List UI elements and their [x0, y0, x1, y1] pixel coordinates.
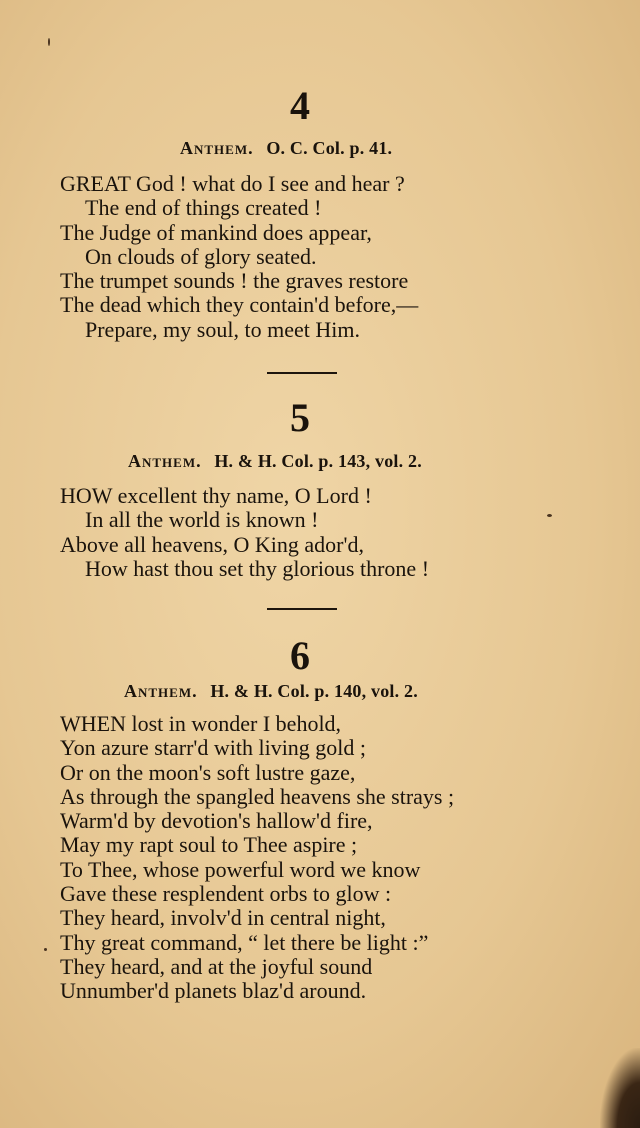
- hymn-number: 6: [290, 633, 310, 678]
- collection-reference: H. & H. Col. p. 140, vol. 2.: [210, 681, 418, 701]
- verse-line: Above all heavens, O King ador'd,: [60, 531, 364, 557]
- collection-reference: O. C. Col. p. 41.: [266, 138, 393, 158]
- verse-line: HOW excellent thy name, O Lord !: [60, 483, 372, 508]
- verse-line: The trumpet sounds ! the graves restore: [60, 268, 409, 294]
- verse-line: They heard, and at the joyful sound: [60, 953, 373, 979]
- paper-blemish: [48, 38, 50, 46]
- verse-line: The dead which they contain'd before,—: [60, 292, 419, 318]
- tune-reference: [128, 451, 422, 472]
- verse-line: GREAT God ! what do I see and hear ?: [60, 171, 405, 196]
- tune-reference: [180, 138, 392, 159]
- verse-line: Or on the moon's soft lustre gaze,: [60, 759, 356, 785]
- verse-line: Yon azure starr'd with living gold ;: [60, 735, 367, 761]
- section-divider: [267, 372, 337, 374]
- page-stain: [600, 1048, 640, 1128]
- verse-line: Prepare, my soul, to meet Him.: [85, 316, 360, 342]
- verse-line: WHEN lost in wonder I behold,: [60, 711, 342, 736]
- verse-line: The Judge of mankind does appear,: [60, 219, 372, 245]
- verse-line: How hast thou set thy glorious throne !: [85, 555, 430, 581]
- anthem-label: Anthem.: [124, 681, 198, 701]
- verse-line: Unnumber'd planets blaz'd around.: [60, 978, 367, 1004]
- verse-line: Gave these resplendent orbs to glow :: [60, 881, 392, 907]
- paper-blemish: [547, 514, 552, 517]
- verse-line: May my rapt soul to Thee aspire ;: [60, 832, 358, 858]
- hymn-number: 4: [290, 83, 310, 128]
- verse-line: As through the spangled heavens she strays ;: [60, 783, 455, 809]
- verse-line: Warm'd by devotion's hallow'd fire,: [60, 808, 373, 834]
- hymn-verse: [60, 484, 429, 581]
- verse-line: Thy great command, “ let there be light :”: [60, 929, 429, 955]
- verse-line: The end of things created !: [85, 195, 322, 221]
- verse-line: To Thee, whose powerful word we know: [60, 856, 421, 882]
- anthem-label: Anthem.: [128, 451, 202, 471]
- verse-line: In all the world is known !: [85, 507, 319, 533]
- section-divider: [267, 608, 337, 610]
- paper-blemish: [44, 948, 47, 951]
- verse-line: On clouds of glory seated.: [85, 243, 317, 269]
- collection-reference: H. & H. Col. p. 143, vol. 2.: [214, 451, 422, 471]
- hymn-verse: [60, 172, 418, 342]
- hymn-verse: [60, 712, 454, 1004]
- verse-line: They heard, involv'd in central night,: [60, 905, 386, 931]
- anthem-label: Anthem.: [180, 138, 254, 158]
- tune-reference: [124, 681, 418, 702]
- hymn-number: 5: [290, 395, 310, 440]
